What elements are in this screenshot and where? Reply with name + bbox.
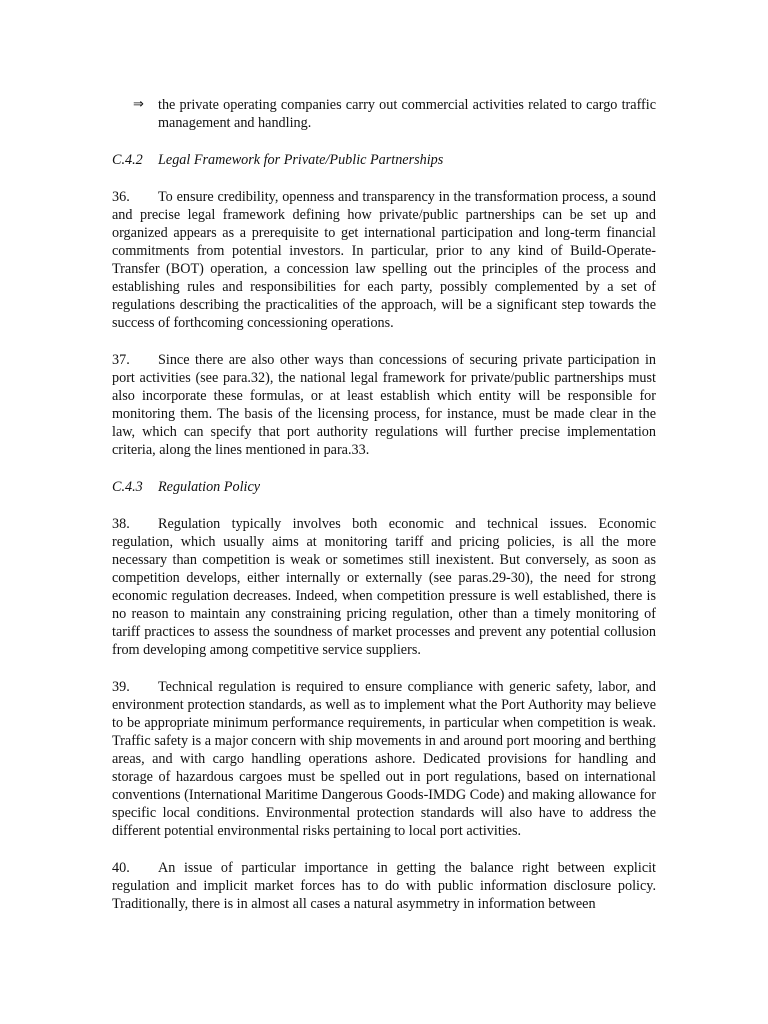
section-heading-c42	[112, 151, 656, 169]
paragraph-text: Since there are also other ways than concessions of securing private participation in port activities (see para.32), the national legal framework for private/public partnerships must also incorporate these formulas, or at least establish which entity will be responsible for monitoring them. The basis of the licensing process, for instance, must be made clear in the law, which can specify that port authority regulations will further precise implementation criteria, along the lines mentioned in para.33.	[112, 352, 656, 458]
paragraph-text: An issue of particular importance in getting the balance right between explicit regulation and implicit market forces has to do with public information disclosure policy. Traditionally, there is in almost all cases a natural asymmetry in information between	[112, 860, 656, 912]
paragraph-text: Technical regulation is required to ensure compliance with generic safety, labor, and environment protection standards, as well as to implement what the Port Authority may believe to be appropriate minimum performance requirements, in particular when competition is weak. Traffic safety is a major concern with ship movements in and around port mooring and berthing areas, and with cargo handling operations ashore. Dedicated provisions for handling and storage of hazardous cargoes must be spelled out in port regulations, based on international conventions (International Maritime Dangerous Goods-IMDG Code) and making allowance for specific local conditions. Environmental protection standards will also have to address the different potential environmental risks pertaining to local port activities.	[112, 679, 656, 839]
implies-arrow-icon: ⇒	[133, 97, 144, 112]
paragraph-38	[112, 515, 656, 659]
paragraph-37	[112, 351, 656, 459]
paragraph-36	[112, 188, 656, 332]
paragraph-number: 37.	[112, 352, 130, 368]
paragraph-text: Regulation typically involves both economic and technical issues. Economic regulation, which usually aims at monitoring tariff and pricing policies, is all the more necessary than competition is weak or sometimes still inexistent. But conversely, as soon as competition develops, either internally or externally (see paras.29-30), the need for strong economic regulation decreases. Indeed, when competition pressure is well established, there is no reason to maintain any constraining pricing regulation, other than a timely monitoring of tariff practices to assess the soundness of market processes and prevent any potential collusion from developing among competitive service suppliers.	[112, 516, 656, 658]
paragraph-number: 36.	[112, 189, 130, 205]
bullet-text: the private operating companies carry out commercial activities related to cargo traffic management and handling.	[158, 97, 656, 131]
section-number: C.4.3	[112, 479, 143, 495]
paragraph-number: 38.	[112, 516, 130, 532]
paragraph-number: 40.	[112, 860, 130, 876]
section-title: Legal Framework for Private/Public Partnerships	[158, 152, 444, 168]
paragraph-39	[112, 678, 656, 840]
section-heading-c43	[112, 478, 656, 496]
paragraph-40	[112, 859, 656, 913]
document-page	[112, 96, 656, 913]
paragraph-text: To ensure credibility, openness and transparency in the transformation process, a sound and precise legal framework defining how private/public partnerships can be set up and organized appears as a prerequisite to get international participation and long-term financial commitments from potential investors. In particular, prior to any kind of Build-Operate-Transfer (BOT) operation, a concession law spelling out the principles of the process and establishing rules and responsibilities for each party, possibly complemented by a set of regulations describing the practicalities of the approach, will be a significant step towards the success of forthcoming concessioning operations.	[112, 189, 656, 331]
section-number: C.4.2	[112, 152, 143, 168]
bullet-item	[112, 96, 656, 132]
section-title: Regulation Policy	[158, 479, 261, 495]
paragraph-number: 39.	[112, 679, 130, 695]
